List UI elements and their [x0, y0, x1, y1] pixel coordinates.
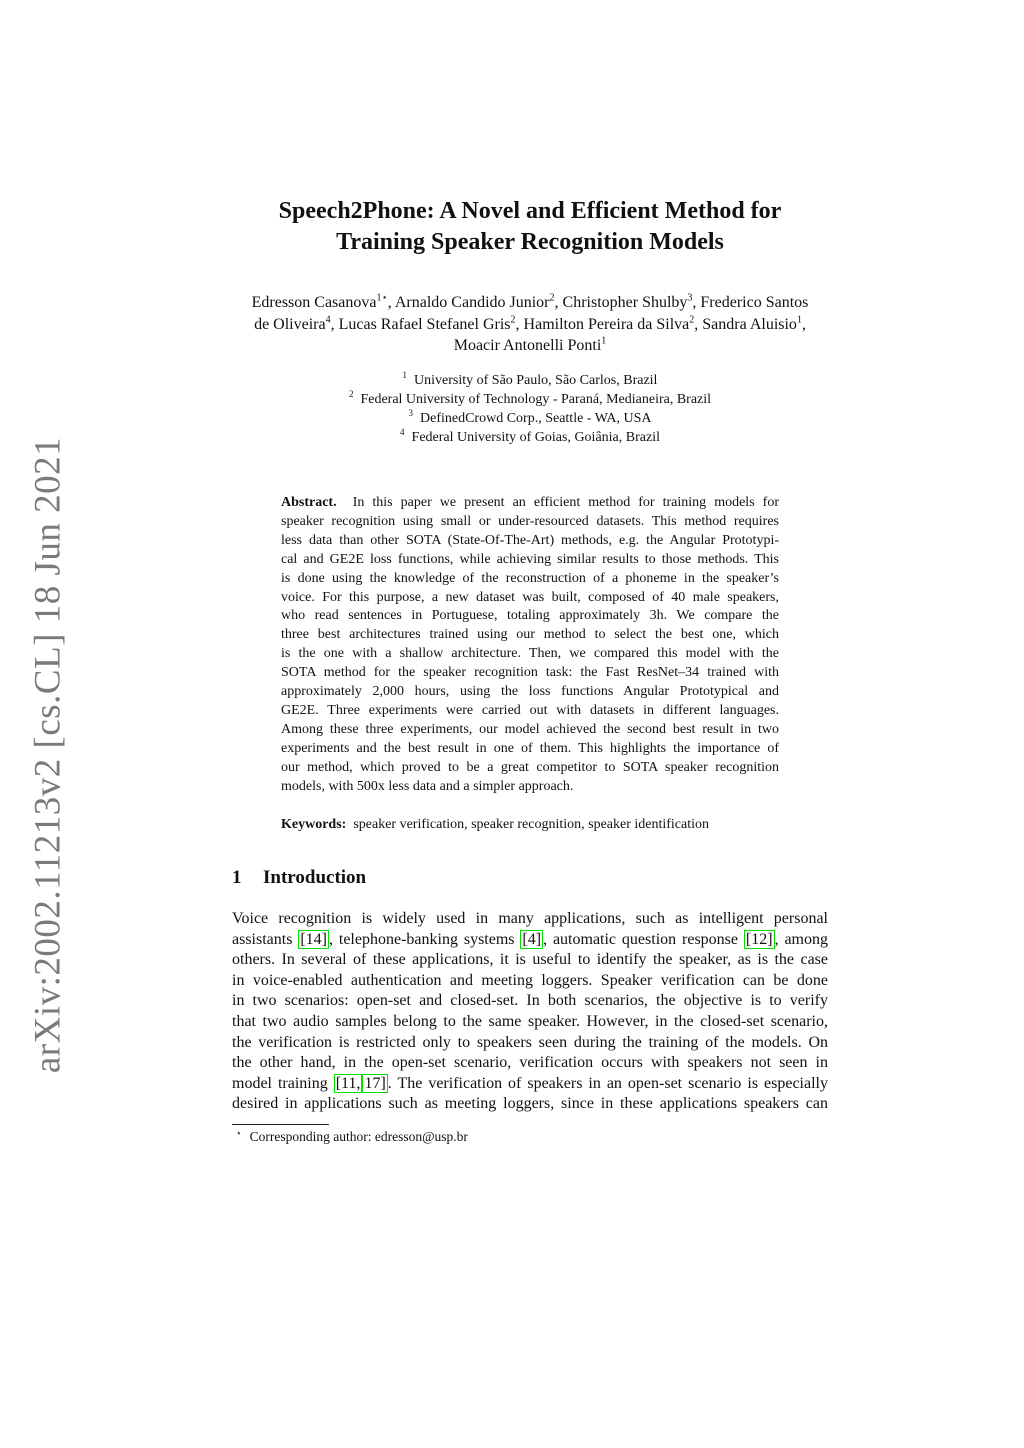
- keywords-text: speaker verification, speaker recognition, speaker identification: [353, 817, 710, 832]
- author-name: Arnaldo Candido Junior: [394, 294, 550, 311]
- abstract-line: Abstract. In this paper we present an efficient method for training models for: [281, 495, 779, 510]
- arxiv-identifier: arXiv:2002.11213v2 [cs.CL] 18 Jun 2021: [27, 436, 69, 1074]
- author-name: Sandra Aluisio: [702, 315, 797, 333]
- body-line: model training [11, 17] . The verification of speakers in an open-set scenario is especially: [232, 1074, 828, 1092]
- body-line: in voice-enabled authentication and meeting loggers. Speaker verification can be done: [232, 971, 828, 989]
- author-name: Hamilton Pereira da Silva: [523, 315, 690, 333]
- author-mark: 2: [510, 314, 516, 326]
- affiliation-list: [232, 371, 828, 447]
- author-name-part: de Oliveira: [254, 315, 326, 333]
- abstract-line: SOTA method for the speaker recognition task: the Fast ResNet–34 trained with: [281, 665, 779, 681]
- author-line-3: [226, 335, 834, 357]
- footnote-text: Corresponding author: edresson@usp.br: [249, 1129, 468, 1144]
- section-heading: [232, 867, 366, 889]
- title-line-2: Training Speaker Recognition Models: [336, 229, 724, 255]
- citation-link[interactable]: [12]: [745, 930, 773, 948]
- abstract-line: less data than other SOTA (State-Of-The-Art) methods, e.g. the Angular Prototypi-: [281, 532, 779, 548]
- citation-link[interactable]: [14]: [300, 930, 327, 948]
- footnote-mark: ⋆: [236, 1127, 242, 1138]
- abstract-line: three best architectures trained using our method to select the best one, which: [281, 627, 779, 643]
- body-line: the verification is restricted only to speakers seen during the training of the models. On: [232, 1033, 828, 1051]
- affiliation-item: $^4$ Federal University of Goias, Goiânia, Brazil: [400, 427, 660, 445]
- author-mark: 2: [549, 292, 555, 304]
- abstract-line: Among these three experiments, our model achieved the second best result in two: [281, 721, 779, 737]
- author-line-1: Edresson Casanova$^{1⋆}$, Arnaldo Candido Junior$^2$, Christopher Shulby$^3$, Frederico Santos: [251, 292, 809, 311]
- body-line: desired in applications such as meeting loggers, since in these applications speakers can: [232, 1095, 828, 1113]
- citation-link[interactable]: 17]: [364, 1074, 386, 1092]
- abstract-line: experiments and the best result in one of them. This highlights the importance of: [281, 740, 779, 756]
- author-name: Lucas Rafael Stefanel Gris: [338, 315, 511, 333]
- citation-link[interactable]: [4]: [522, 930, 542, 948]
- abstract: [281, 494, 779, 797]
- title-line-1: Speech2Phone: A Novel and Efficient Method for: [278, 198, 782, 224]
- abstract-line: is the one with a shallow architecture. Then, we compared this model with the: [281, 646, 779, 662]
- affiliation-item: $^3$ DefinedCrowd Corp., Seattle - WA, USA: [408, 408, 652, 426]
- abstract-line: models, with 500x less data and a simpler approach.: [281, 778, 574, 794]
- abstract-line: who read sentences in Portuguese, totaling approximately 3h. We compare the: [281, 608, 779, 624]
- section-title: Introduction: [263, 867, 367, 888]
- body-line: others. In several of these applications, it is useful to identify the speaker, as is the case: [232, 951, 828, 969]
- abstract-line: cal and GE2E loss functions, while achieving similar results to those methods. This: [281, 551, 779, 567]
- keywords: [281, 815, 779, 834]
- author-mark: 4: [325, 314, 331, 326]
- author-name: Edresson Casanova: [251, 294, 377, 311]
- author-name-part: Frederico Santos: [700, 294, 809, 311]
- abstract-label: Abstract.: [281, 495, 337, 510]
- paper-title: [232, 196, 828, 258]
- affiliation-item: $^1$ University of São Paulo, São Carlos, Brazil: [402, 370, 658, 388]
- abstract-line: approximately 2,000 hours, using the loss functions Angular Prototypical and: [281, 684, 779, 700]
- section-number: 1: [232, 867, 242, 888]
- author-list: [226, 292, 834, 357]
- keywords-label: Keywords:: [281, 817, 347, 832]
- abstract-line: speaker recognition using small or under-resourced datasets. This method requires: [281, 513, 779, 529]
- author-mark: 1⋆: [376, 292, 388, 304]
- introduction-body: [232, 909, 828, 1115]
- abstract-line: voice. For this purpose, a new dataset was built, composed of 40 male speakers,: [281, 589, 779, 605]
- body-line: in two scenarios: open-set and closed-set. In both scenarios, the objective is to verify: [232, 992, 828, 1010]
- author-line-2: de Oliveira$^4$, Lucas Rafael Stefanel Gris$^2$, Hamilton Pereira da Silva$^2$, Sandra Aluisio$^1$,: [254, 314, 806, 333]
- affiliation-item: $^2$ Federal University of Technology - Paraná, Medianeira, Brazil: [348, 389, 712, 407]
- author-name: Moacir Antonelli Ponti: [453, 337, 602, 354]
- footnote: [236, 1128, 468, 1146]
- author-mark: 2: [689, 314, 695, 326]
- body-line: that two audio samples belong to the same speaker. However, in the closed-set scenario,: [232, 1012, 828, 1030]
- body-line: assistants [14] , telephone-banking systems [4] , automatic question response [12] , among: [232, 930, 828, 948]
- body-line: Voice recognition is widely used in many applications, such as intelligent personal: [232, 910, 828, 927]
- footnote-divider: [232, 1124, 329, 1125]
- citation-link[interactable]: [11,: [335, 1074, 361, 1092]
- author-mark: 1: [796, 314, 802, 326]
- abstract-line: our method, which proved to be a great competitor to SOTA speaker recognition: [281, 759, 779, 775]
- abstract-line: is done using the knowledge of the reconstruction of a phoneme in the speaker’s: [281, 570, 779, 586]
- author-mark: 3: [687, 292, 693, 304]
- body-line: the other hand, in the open-set scenario, verification occurs with speakers not seen in: [232, 1054, 828, 1072]
- author-name: Christopher Shulby: [562, 294, 688, 311]
- author-mark: 1: [601, 335, 607, 347]
- abstract-line: GE2E. Three experiments were carried out with datasets in different languages.: [281, 702, 779, 718]
